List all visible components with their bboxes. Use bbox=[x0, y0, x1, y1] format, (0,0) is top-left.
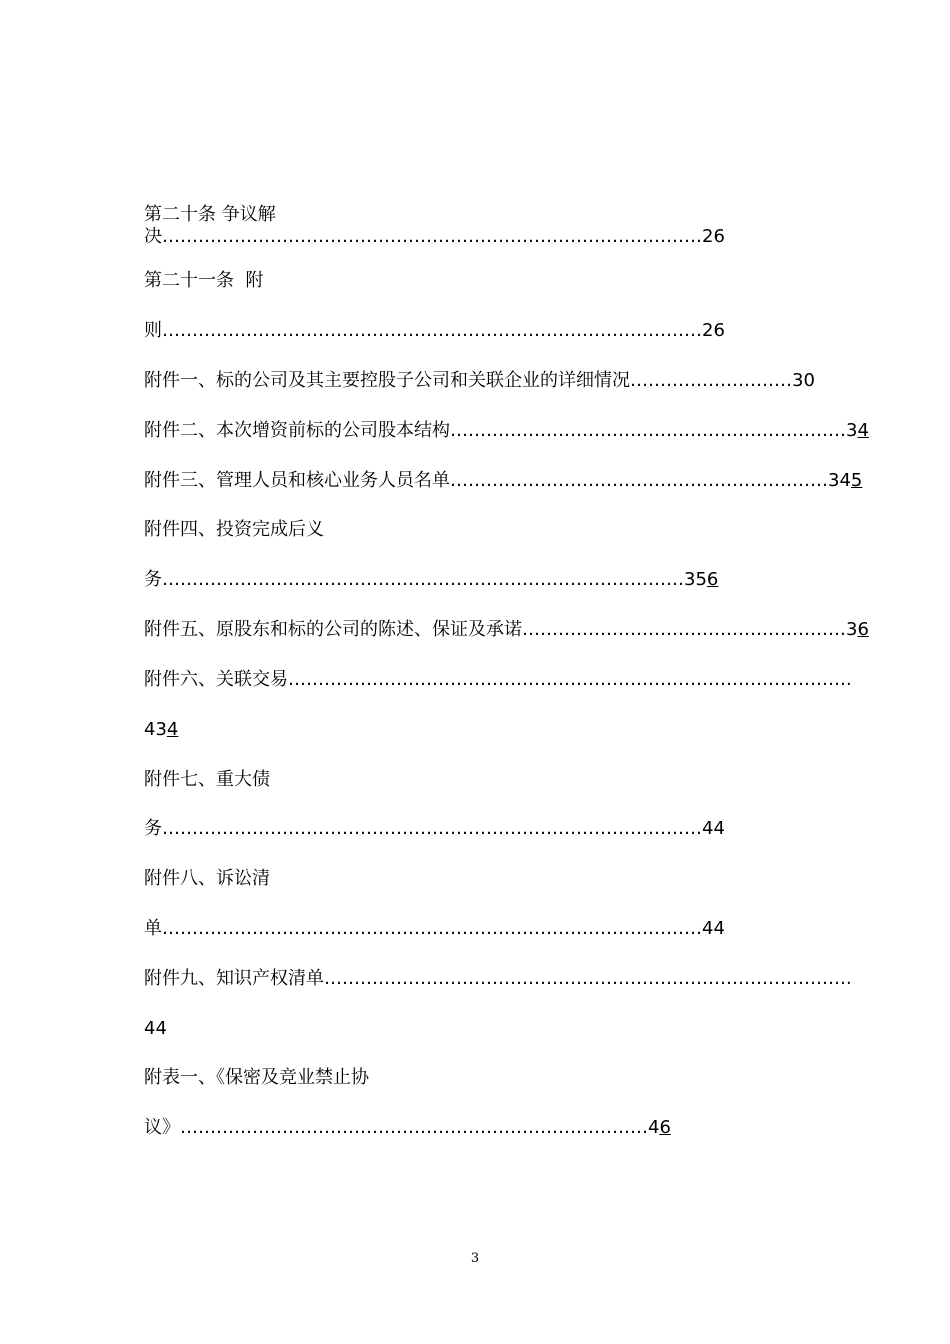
toc-text: 第二十条 争议解 bbox=[144, 204, 276, 225]
toc-line-6 bbox=[144, 420, 869, 442]
toc-text: 则………………………………………………………………………………26 bbox=[144, 320, 725, 341]
toc-text: 附件三、管理人员和核心业务人员名单………………………………………………………34 bbox=[144, 470, 851, 491]
toc-text: 附件八、诉讼清 bbox=[144, 868, 270, 889]
toc-line-18 bbox=[144, 1018, 167, 1040]
toc-line-8 bbox=[144, 519, 324, 541]
toc-line-13 bbox=[144, 769, 270, 791]
toc-text: 附件五、原股东和标的公司的陈述、保证及承诺………………………………………………3 bbox=[144, 619, 858, 640]
toc-line-1 bbox=[144, 204, 276, 226]
toc-line-3 bbox=[144, 270, 263, 292]
toc-text: 附件六、关联交易…………………………………………………………………………………. bbox=[144, 669, 852, 690]
toc-text: 第二十一条 附 bbox=[144, 270, 264, 291]
toc-line-15 bbox=[144, 868, 270, 890]
toc-line-12 bbox=[144, 719, 178, 741]
toc-line-11 bbox=[144, 669, 852, 691]
toc-page-suffix: 5 bbox=[850, 470, 863, 491]
toc-line-9 bbox=[144, 569, 718, 591]
toc-text: 附件四、投资完成后义 bbox=[144, 519, 324, 540]
toc-line-4 bbox=[144, 320, 725, 342]
toc-text: 单………………………………………………………………………………44 bbox=[144, 918, 725, 939]
toc-line-17 bbox=[144, 968, 852, 990]
toc-line-19 bbox=[144, 1067, 369, 1089]
toc-line-2 bbox=[144, 226, 725, 248]
toc-text: 附件二、本次增资前标的公司股本结构…………………………………………………………3 bbox=[144, 420, 858, 441]
page-number: 3 bbox=[470, 1251, 480, 1266]
toc-text: 附表一、《保密及竞业禁止协 bbox=[144, 1067, 369, 1088]
toc-page-suffix: 4 bbox=[857, 420, 869, 441]
toc-text: 43 bbox=[144, 719, 167, 740]
toc-page-suffix: 6 bbox=[857, 619, 869, 640]
toc-line-10 bbox=[144, 619, 869, 641]
toc-line-14 bbox=[144, 818, 725, 840]
toc-text: 决………………………………………………………………………………26 bbox=[144, 226, 725, 247]
toc-line-5 bbox=[144, 370, 815, 392]
toc-text: 44 bbox=[144, 1018, 167, 1039]
toc-line-7 bbox=[144, 470, 862, 492]
toc-page-suffix: 4 bbox=[166, 719, 179, 740]
toc-text: 附件七、重大债 bbox=[144, 769, 270, 790]
toc-line-20 bbox=[144, 1117, 671, 1139]
toc-page-suffix: 6 bbox=[659, 1117, 671, 1138]
toc-text: 务………………………………………………………………………………44 bbox=[144, 818, 725, 839]
toc-text: 附件一、标的公司及其主要控股子公司和关联企业的详细情况………………………30 bbox=[144, 370, 815, 391]
toc-page-suffix: 6 bbox=[706, 569, 719, 590]
toc-text: 附件九、知识产权清单……………………………………………………………………………. bbox=[144, 968, 852, 989]
toc-line-16 bbox=[144, 918, 725, 940]
toc-text: 务……………………………………………………………………………35 bbox=[144, 569, 707, 590]
toc-text: 议》……………………………………………………………………4 bbox=[144, 1117, 660, 1138]
